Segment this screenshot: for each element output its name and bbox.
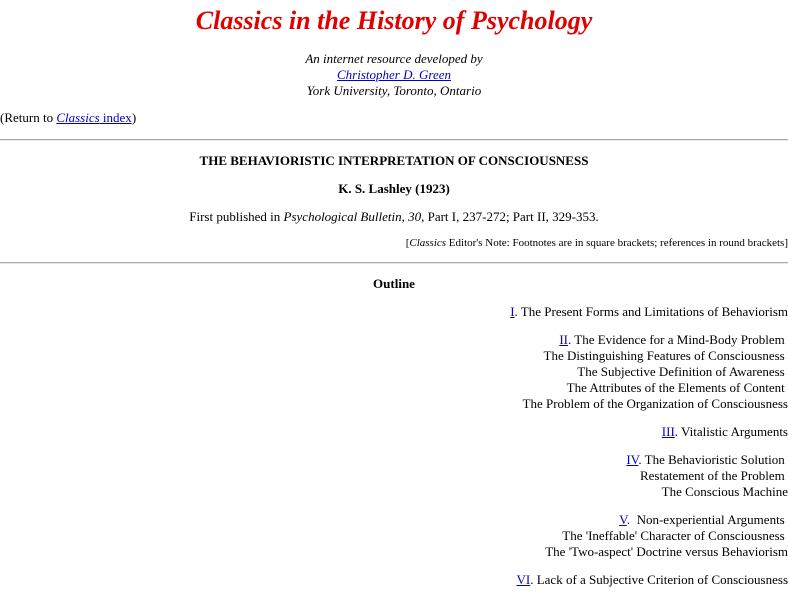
return-suffix: ) <box>131 110 137 125</box>
article-author: K. S. Lashley (1923) <box>338 181 450 196</box>
section-link-iii[interactable]: III <box>661 424 675 439</box>
subsection: The Problem of the Organization of Consciousness <box>522 396 788 411</box>
section-title: . Non-experiential Arguments <box>626 512 788 527</box>
section-link-vi[interactable]: VI <box>516 572 531 587</box>
published-suffix: , Part I, 237-272; Part II, 329-353. <box>421 209 599 224</box>
outline-section-4 <box>510 452 788 500</box>
outline-section-3 <box>510 424 788 440</box>
institution: York University, Toronto, Ontario <box>306 83 482 98</box>
editor-note <box>406 236 788 250</box>
published-prefix: First published in <box>189 209 284 224</box>
outline-section-1 <box>510 304 788 320</box>
section-title: . Vitalistic Arguments <box>674 424 788 439</box>
return-to-index <box>0 110 136 126</box>
subsection: The Attributes of the Elements of Content <box>566 380 788 395</box>
classics-index-link-rest: index <box>99 110 132 125</box>
outline-section-5 <box>510 512 788 560</box>
outline-section-6 <box>510 572 788 588</box>
section-link-i[interactable]: I <box>510 304 515 319</box>
resource-line: An internet resource developed by <box>305 51 483 66</box>
section-link-ii[interactable]: II <box>559 332 568 347</box>
credits-block <box>0 51 788 99</box>
editor-note-italic: Classics <box>409 237 447 249</box>
section-title: . The Present Forms and Limitations of Behaviorism <box>514 304 788 319</box>
section-title: . Lack of a Subjective Criterion of Consciousness <box>530 572 788 587</box>
section-link-v[interactable]: V <box>619 512 627 527</box>
editor-note-rest: Editor's Note: Footnotes are in square brackets; references in round brackets] <box>446 237 788 249</box>
classics-index-link[interactable] <box>56 110 131 125</box>
article-title: THE BEHAVIORISTIC INTERPRETATION OF CONSCIOUSNESS <box>199 153 589 168</box>
section-link-iv[interactable]: IV <box>626 452 639 467</box>
subsection: The 'Two-aspect' Doctrine versus Behaviorism <box>545 544 788 559</box>
section-title: . The Behavioristic Solution <box>638 452 788 467</box>
divider-bottom <box>0 262 788 264</box>
subsection: The Subjective Definition of Awareness <box>577 364 788 379</box>
divider-top <box>0 139 788 141</box>
section-title: . The Evidence for a Mind-Body Problem <box>568 332 788 347</box>
subsection: Restatement of the Problem <box>639 468 788 483</box>
published-sep: , <box>401 209 409 224</box>
developer-link[interactable]: Christopher D. Green <box>337 67 451 82</box>
subsection: The Conscious Machine <box>661 484 788 499</box>
site-title: Classics in the History of Psychology <box>195 6 593 35</box>
subsection: The 'Ineffable' Character of Consciousness <box>562 528 788 543</box>
outline-list <box>510 304 788 600</box>
subsection: The Distinguishing Features of Consciousness <box>543 348 788 363</box>
classics-index-link-italic: Classics <box>56 110 100 125</box>
editor-note-open: [ <box>405 237 410 249</box>
journal-volume: 30 <box>408 209 422 224</box>
journal-name: Psychological Bulletin <box>283 209 402 224</box>
return-prefix: (Return to <box>0 110 57 125</box>
publication-info <box>0 209 788 225</box>
outline-section-2 <box>510 332 788 412</box>
outline-heading: Outline <box>373 276 415 291</box>
